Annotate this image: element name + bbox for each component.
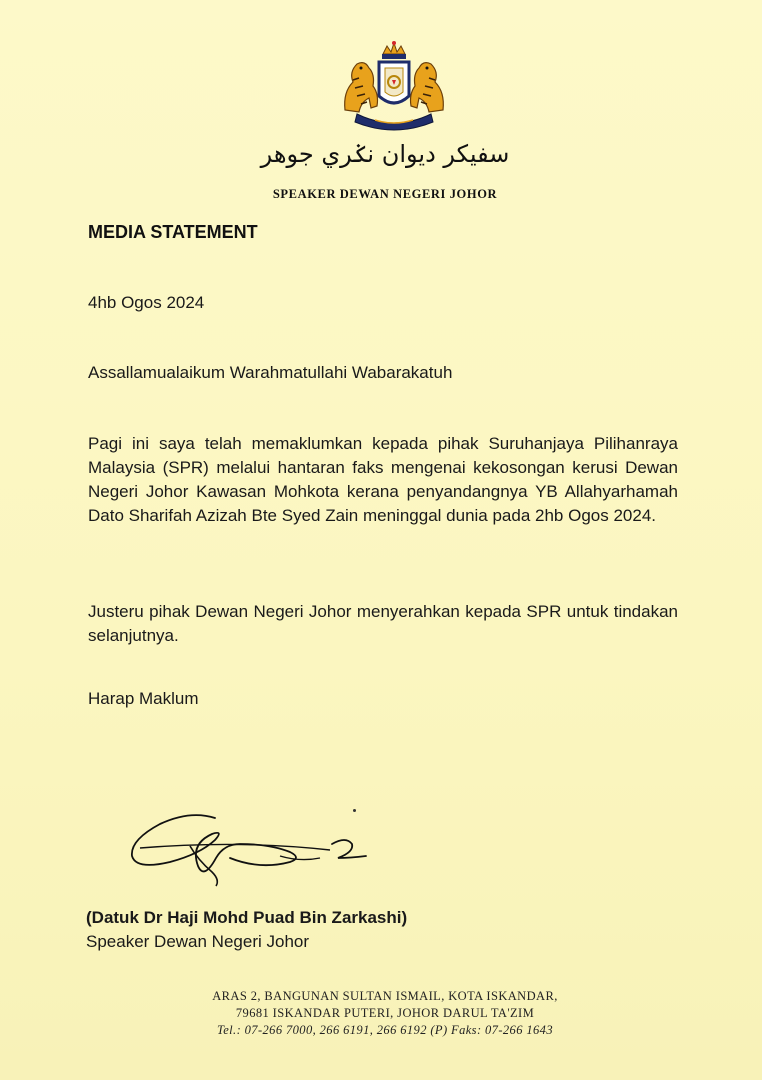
handwritten-signature bbox=[120, 800, 390, 890]
ribbon-icon bbox=[355, 114, 433, 130]
body-paragraph-1: Pagi ini saya telah memaklumkan kepada pihak Suruhanjaya Pilihanraya Malaysia (SPR) melalui hantaran faks mengenai kekosongan kerusi Dewan Negeri Johor Kawasan Mohkota kerana penyandangnya YB Allahyarhamah Dato Sharifah Azizah Bte Syed Zain meninggal dunia pada 2hb Ogos 2024. bbox=[88, 434, 678, 525]
footer-address-line-2: 79681 ISKANDAR PUTERI, JOHOR DARUL TA'ZIM bbox=[235, 1006, 535, 1020]
footer-contact-line: Tel.: 07-266 7000, 266 6191, 266 6192 (P) Faks: 07-266 1643 bbox=[217, 1023, 553, 1037]
greeting-line: Assallamualaikum Warahmatullahi Wabarakatuh bbox=[88, 363, 453, 382]
johor-crest-emblem bbox=[335, 40, 453, 132]
body-paragraph-2: Justeru pihak Dewan Negeri Johor menyerahkan kepada SPR untuk tindakan selanjutnya. bbox=[88, 602, 678, 645]
right-tiger-icon bbox=[411, 63, 444, 112]
footer-address-line-1: ARAS 2, BANGUNAN SULTAN ISMAIL, KOTA ISKANDAR, bbox=[212, 989, 558, 1003]
signer-role: Speaker Dewan Negeri Johor bbox=[86, 932, 310, 951]
letterhead-title: SPEAKER DEWAN NEGERI JOHOR bbox=[272, 187, 498, 201]
document-heading: MEDIA STATEMENT bbox=[88, 222, 258, 242]
closing-line: Harap Maklum bbox=[88, 689, 199, 708]
left-tiger-icon bbox=[345, 63, 378, 112]
crown-icon bbox=[382, 41, 406, 59]
letterhead-footer bbox=[180, 988, 590, 1039]
statement-date: 4hb Ogos 2024 bbox=[88, 293, 205, 312]
shield-icon bbox=[379, 62, 409, 103]
jawi-letterhead-title: سفيكر ديوان نݢري جوهر bbox=[260, 140, 510, 168]
signer-name: (Datuk Dr Haji Mohd Puad Bin Zarkashi) bbox=[86, 908, 408, 927]
ink-dot bbox=[353, 809, 356, 812]
